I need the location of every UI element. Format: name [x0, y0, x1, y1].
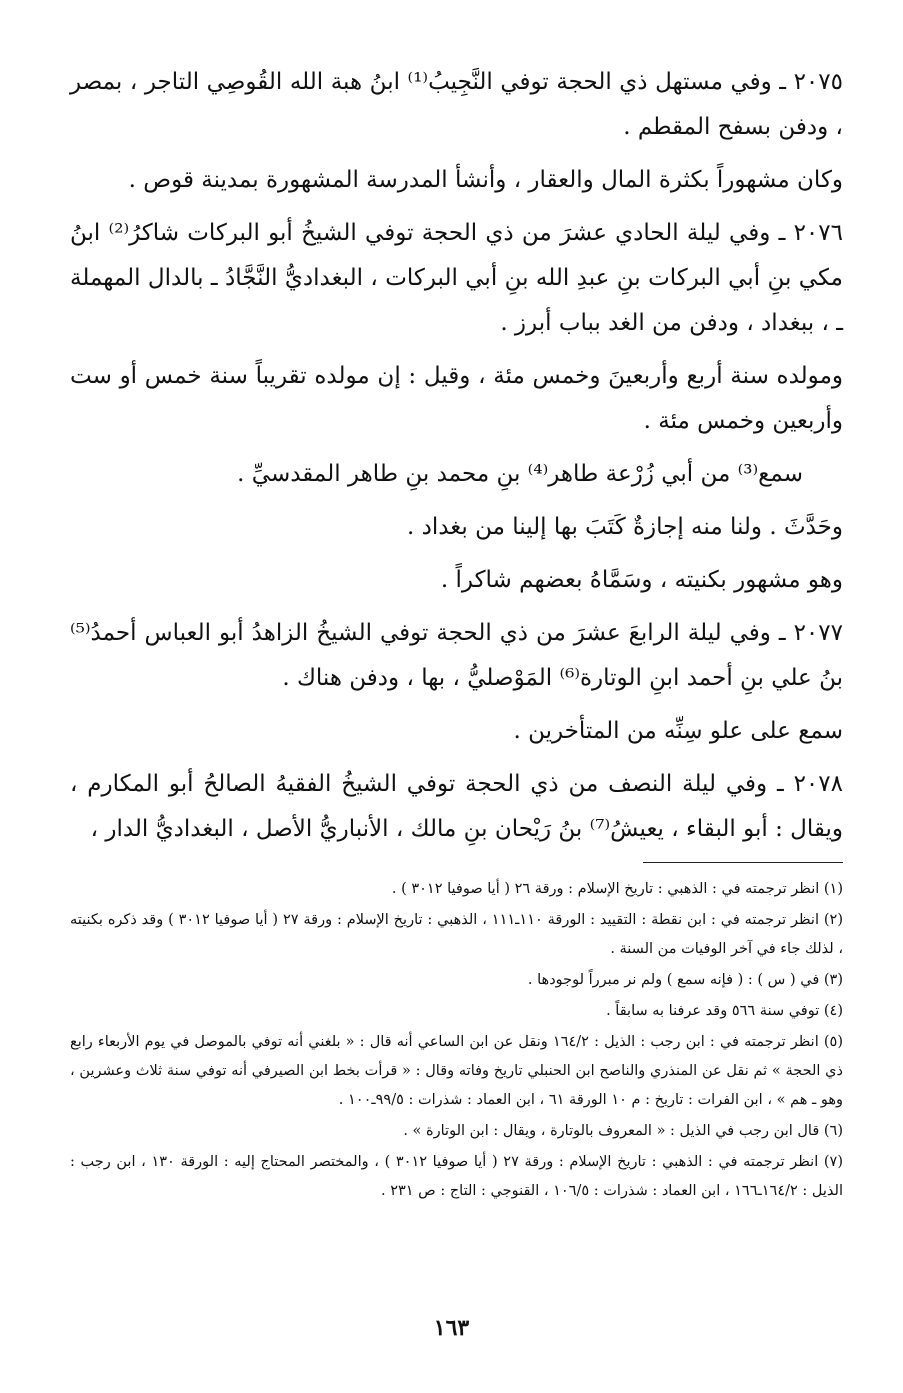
entry-2076-birth: ومولده سنة أربع وأربعينَ وخمس مئة ، وقيل : إن مولده تقريباً سنة خمس أو ست وأربعين وخمس مئة .: [70, 363, 843, 434]
page-number: ١٦٣: [433, 1315, 470, 1341]
entry-2077: ٢٠٧٧ ـ وفي ليلة الرابعَ عشرَ من ذي الحجة توفي الشيخُ الزاهدُ أبو العباس أحمدُ⁽⁵⁾ بنُ علي بنِ أحمد ابنِ الوتارة⁽⁶⁾ المَوْصليُّ ، بها ، ودفن هناك .: [70, 620, 843, 691]
entry-2076: ٢٠٧٦ ـ وفي ليلة الحادي عشرَ من ذي الحجة توفي الشيخُ أبو البركات شاكرُ⁽²⁾ ابنُ مكي بنِ أبي البركات بنِ عبدِ الله بنِ أبي البركات ، البغداديُّ النَّجَّادُ ـ بالدال المهملة ـ ، ببغداد ، ودفن من الغد بباب أبرز .: [70, 220, 843, 336]
footnote-3: (٣) في ( س ) : ( فإنه سمع ) ولم نر مبرراً لوجودها .: [527, 972, 843, 988]
footnote-4: (٤) توفي سنة ٥٦٦ وقد عرفنا به سابقاً .: [606, 1003, 843, 1019]
entry-2076-heard: سمع⁽³⁾ من أبي زُرْعة طاهر⁽⁴⁾ بنِ محمد بنِ طاهر المقدسيِّ .: [237, 461, 803, 487]
footnote-6: (٦) قال ابن رجب في الذيل : « المعروف بالوتارة ، ويقال : ابن الوتارة » .: [403, 1123, 843, 1139]
footnote-1: (١) انظر ترجمته في : الذهبي : تاريخ الإسلام : ورقة ٢٦ ( أيا صوفيا ٣٠١٢ ) .: [391, 881, 843, 897]
footnotes: [70, 875, 843, 1206]
footnote-7: (٧) انظر ترجمته في : الذهبي : تاريخ الإسلام : ورقة ٢٧ ( أيا صوفيا ٣٠١٢ ) ، والمختصر المحتاج إليه : الورقة ١٣٠ ، ابن رجب : الذيل : ١٦٤/٢ـ١٦٦ ، ابن العماد : شذرات : ١٠٦/٥ ، القنوجي : التاج : ص ٢٣١ .: [70, 1154, 843, 1199]
entry-2075: ٢٠٧٥ ـ وفي مستهل ذي الحجة توفي النَّجِيبُ⁽¹⁾ ابنُ هبة الله القُوصِي التاجر ، بمصر ، ودفن بسفح المقطم .: [70, 69, 843, 140]
entry-2076-known: وهو مشهور بكنيته ، وسَمَّاهُ بعضهم شاكراً .: [440, 567, 843, 593]
footnote-2: (٢) انظر ترجمته في : ابن نقطة : التقييد : الورقة ١١٠ـ١١١ ، الذهبي : تاريخ الإسلام : ورقة ٢٧ ( أيا صوفيا ٣٠١٢ ) وقد ذكره بكنيته ، لذلك جاء في آخر الوفيات من السنة .: [70, 912, 843, 957]
footnote-divider: [643, 862, 843, 863]
entry-2075-detail: وكان مشهوراً بكثرة المال والعقار ، وأنشأ المدرسة المشهورة بمدينة قوص .: [128, 167, 843, 193]
main-text: [70, 60, 843, 852]
entry-2078: ٢٠٧٨ ـ وفي ليلة النصف من ذي الحجة توفي الشيخُ الفقيهُ الصالحُ أبو المكارم ، ويقال : أبو البقاء ، يعيشُ⁽⁷⁾ بنُ رَيْحان بنِ مالك ، الأنباريُّ الأصل ، البغداديُّ الدار ،: [70, 771, 843, 842]
entry-2076-narrated: وحَدَّثَ . ولنا منه إجازةٌ كَتَبَ بها إلينا من بغداد .: [406, 514, 843, 540]
footnote-5: (٥) انظر ترجمته في : ابن رجب : الذيل : ١٦٤/٢ ونقل عن ابن الساعي أنه قال : « بلغني أنه توفي بالموصل في يوم الأربعاء رابع ذي الحجة » ثم نقل عن المنذري والناصح ابن الحنبلي تاريخ وفاته وقال : « قرأت بخط ابن الصيرفي أنه توفي سنة ثلاث وعشرين ، وهو ـ هم » ، ابن الفرات : تاريخ : م ١٠ الورقة ٦١ ، ابن العماد : شذرات : ٩٩/٥ـ١٠٠ .: [70, 1034, 843, 1108]
entry-2077-heard: سمع على علو سِنِّه من المتأخرين .: [513, 718, 843, 744]
